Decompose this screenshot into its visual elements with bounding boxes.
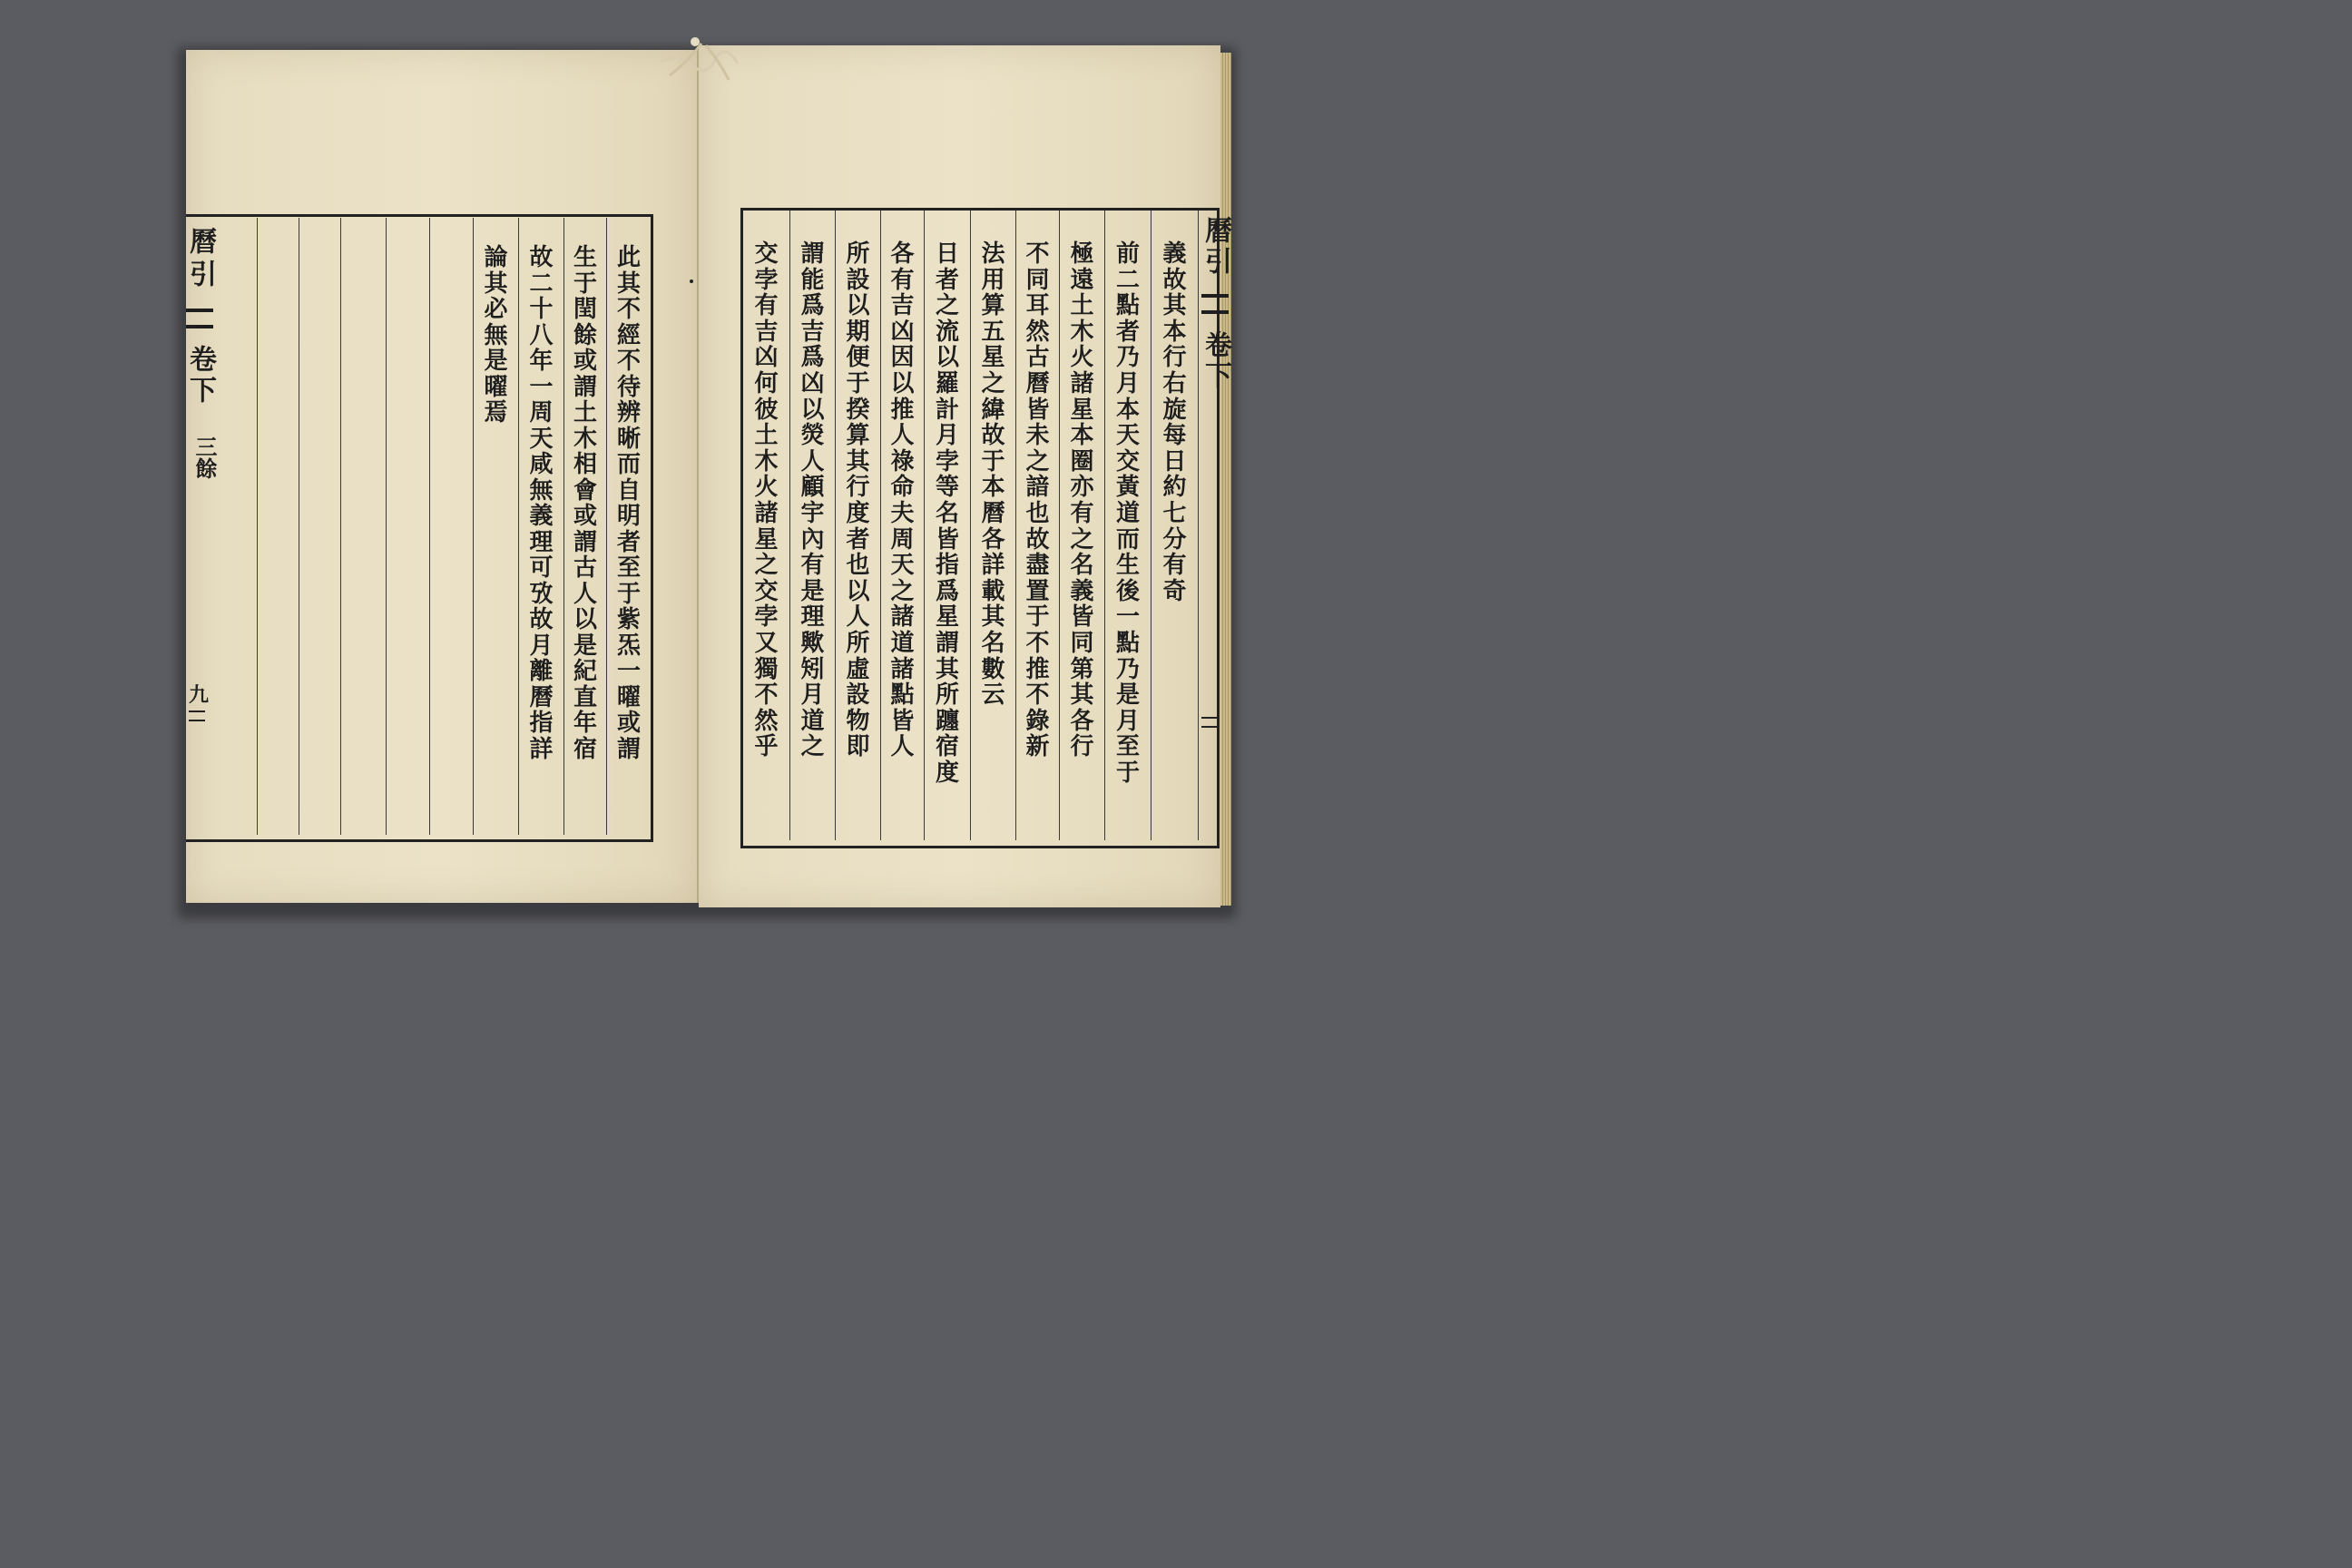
text-character: 年 (529, 348, 554, 375)
text-character: 攷 (529, 580, 554, 608)
text-character: 即 (846, 733, 870, 761)
text-character: 吉 (890, 292, 915, 320)
text-character: 明 (616, 503, 641, 530)
right-centerline (1198, 211, 1231, 840)
text-character: 于 (1025, 603, 1050, 632)
text-character: 置 (1025, 577, 1050, 605)
text-character: 流 (935, 318, 959, 346)
empty-column (386, 218, 430, 835)
text-character: 月 (800, 681, 825, 710)
text-character: 古 (573, 554, 597, 582)
left-volume: 卷下 (184, 345, 216, 407)
text-character: 木 (1070, 318, 1094, 346)
text-character: 遠 (1070, 266, 1094, 294)
text-character: 相 (573, 451, 597, 478)
text-character: 不 (754, 681, 779, 710)
left-bottom-mark (189, 710, 205, 721)
left-text-column-2 (564, 218, 606, 835)
text-character: 乎 (754, 733, 779, 761)
text-character: 本 (1070, 422, 1094, 450)
text-character: 八 (529, 321, 554, 349)
text-character: 然 (754, 707, 779, 735)
text-character: 右 (1162, 369, 1187, 397)
text-character: 日 (1162, 447, 1187, 475)
text-character: 約 (1162, 474, 1187, 502)
text-character: 謂 (616, 735, 641, 763)
text-character: 也 (846, 552, 870, 580)
text-character: 以 (846, 292, 870, 320)
text-character: 者 (616, 528, 641, 556)
text-character: 而 (616, 451, 641, 478)
text-character: 其 (1162, 292, 1187, 320)
text-character: 羅 (935, 369, 959, 397)
text-character: 皆 (935, 525, 959, 554)
text-character: 直 (573, 683, 597, 711)
text-character: 人 (800, 447, 825, 475)
text-character: 諸 (1070, 369, 1094, 397)
left-text-column-1 (606, 218, 651, 835)
text-character: 然 (1025, 318, 1050, 346)
text-character: 道 (800, 707, 825, 735)
text-character: 故 (1162, 266, 1187, 294)
text-character: 有 (1070, 499, 1094, 527)
text-character: 有 (800, 552, 825, 580)
text-character: 行 (1070, 733, 1094, 761)
text-character: 宿 (573, 735, 597, 763)
left-margin-title: 曆引 (184, 227, 216, 292)
text-character: 也 (1025, 499, 1050, 527)
text-character: 義 (1070, 577, 1094, 605)
text-character: 諳 (1025, 474, 1050, 502)
text-character: 曜 (484, 373, 508, 401)
text-character: 人 (890, 422, 915, 450)
text-character: 行 (1162, 344, 1187, 372)
right-text-column-8 (835, 211, 880, 840)
text-character: 論 (484, 244, 508, 271)
empty-column (429, 218, 474, 835)
text-character: 星 (935, 603, 959, 632)
text-character: 推 (890, 396, 915, 424)
text-character: 其 (846, 447, 870, 475)
text-character: 周 (890, 525, 915, 554)
text-character: 點 (890, 681, 915, 710)
text-character: 土 (754, 422, 779, 450)
text-character: 其 (1070, 681, 1094, 710)
text-character: 顧 (800, 474, 825, 502)
text-character: 之 (935, 292, 959, 320)
text-character: 同 (1025, 266, 1050, 294)
text-character: 之 (1070, 525, 1094, 554)
text-character: 有 (754, 292, 779, 320)
left-text-column-3 (518, 218, 564, 835)
text-character: 辨 (616, 399, 641, 426)
text-character: 後 (1115, 577, 1140, 605)
text-character: 祿 (890, 447, 915, 475)
text-character: 天 (1115, 422, 1140, 450)
text-character: 于 (573, 270, 597, 298)
text-character: 本 (981, 474, 1005, 502)
left-section: 三餘 (191, 436, 218, 479)
text-character: 耳 (1025, 292, 1050, 320)
text-character: 極 (1070, 240, 1094, 268)
text-character: 無 (529, 476, 554, 505)
text-character: 者 (1115, 318, 1140, 346)
text-character: 矧 (800, 655, 825, 683)
text-character: 天 (890, 552, 915, 580)
text-character: 謂 (573, 373, 597, 401)
text-character: 不 (1025, 240, 1050, 268)
text-character: 凶 (754, 344, 779, 372)
text-character: 月 (529, 632, 554, 660)
text-character: 生 (573, 244, 597, 271)
text-character: 行 (846, 474, 870, 502)
text-character: 以 (573, 606, 597, 633)
text-character: 是 (1115, 681, 1140, 710)
right-text-column-4 (1015, 211, 1059, 840)
text-character: 七 (1162, 499, 1187, 527)
text-character: 內 (800, 525, 825, 554)
right-text-column-10 (743, 211, 789, 840)
text-character: 二 (529, 270, 554, 298)
text-character: 乃 (1115, 655, 1140, 683)
text-character: 木 (573, 425, 597, 453)
text-character: 人 (890, 733, 915, 761)
text-character: 之 (754, 552, 779, 580)
text-character: 以 (846, 577, 870, 605)
text-character: 所 (935, 681, 959, 710)
text-character: 爲 (800, 344, 825, 372)
right-text-column-1 (1151, 211, 1198, 840)
empty-column (299, 218, 341, 835)
right-text-column-6 (924, 211, 970, 840)
text-character: 錄 (1025, 707, 1050, 735)
right-text-column-3 (1059, 211, 1104, 840)
text-character: 故 (529, 244, 554, 271)
text-character: 土 (1070, 292, 1094, 320)
text-character: 離 (529, 658, 554, 685)
text-character: 算 (981, 292, 1005, 320)
right-volume: 卷下 (1200, 330, 1231, 392)
text-character: 至 (616, 554, 641, 582)
text-character: 亦 (1070, 474, 1094, 502)
text-character: 不 (616, 348, 641, 375)
text-character: 期 (846, 318, 870, 346)
text-character: 各 (1070, 707, 1094, 735)
text-character: 不 (616, 296, 641, 323)
text-character: 一 (529, 373, 554, 401)
text-character: 各 (981, 525, 1005, 554)
text-character: 古 (1025, 344, 1050, 372)
text-character: 會 (573, 476, 597, 505)
text-character: 月 (935, 422, 959, 450)
text-character: 是 (573, 632, 597, 660)
text-character: 以 (935, 344, 959, 372)
text-character: 二 (1115, 266, 1140, 294)
text-character: 有 (1162, 552, 1187, 580)
text-character: 自 (616, 476, 641, 505)
text-character: 所 (846, 240, 870, 268)
text-character: 不 (1025, 629, 1050, 657)
text-character: 爲 (935, 577, 959, 605)
text-character: 人 (573, 580, 597, 608)
text-character: 乃 (1115, 344, 1140, 372)
text-character: 晰 (616, 425, 641, 453)
ink-dot (690, 279, 693, 283)
text-character: 云 (981, 681, 1005, 710)
text-character: 爲 (800, 292, 825, 320)
text-character: 未 (1025, 422, 1050, 450)
text-character: 名 (981, 629, 1005, 657)
text-character: 吉 (754, 318, 779, 346)
text-character: 曆 (1025, 369, 1050, 397)
text-character: 歟 (800, 629, 825, 657)
text-character: 于 (981, 447, 1005, 475)
text-character: 或 (573, 503, 597, 530)
text-character: 而 (1115, 525, 1140, 554)
text-character: 理 (529, 528, 554, 556)
text-character: 咸 (529, 451, 554, 478)
text-character: 指 (935, 552, 959, 580)
text-character: 以 (890, 369, 915, 397)
text-character: 本 (1115, 396, 1140, 424)
text-character: 圈 (1070, 447, 1094, 475)
text-character: 躔 (935, 707, 959, 735)
text-character: 夫 (890, 499, 915, 527)
right-text-column-2 (1104, 211, 1151, 840)
text-character: 同 (1070, 629, 1094, 657)
text-character: 凶 (890, 318, 915, 346)
text-character: 火 (754, 474, 779, 502)
text-character: 之 (890, 577, 915, 605)
text-character: 推 (1025, 655, 1050, 683)
right-bottom-mark (1201, 717, 1218, 728)
text-character: 宿 (935, 733, 959, 761)
text-character: 無 (484, 321, 508, 349)
text-character: 或 (616, 710, 641, 737)
text-character: 謂 (573, 528, 597, 556)
text-character: 算 (846, 422, 870, 450)
text-character: 熒 (800, 422, 825, 450)
left-page-number: 九 (189, 683, 210, 707)
text-character: 命 (890, 474, 915, 502)
text-character: 之 (800, 733, 825, 761)
fish-tail-mark (186, 309, 213, 328)
text-character: 何 (754, 369, 779, 397)
text-character: 設 (846, 681, 870, 710)
text-character: 等 (935, 474, 959, 502)
text-character: 餘 (573, 321, 597, 349)
text-character: 吉 (800, 318, 825, 346)
text-character: 閏 (573, 296, 597, 323)
text-character: 點 (1115, 629, 1140, 657)
text-character: 又 (754, 629, 779, 657)
left-text-column-4 (473, 218, 518, 835)
text-character: 月 (1115, 707, 1140, 735)
text-character: 故 (529, 606, 554, 633)
text-character: 于 (616, 580, 641, 608)
text-character: 孛 (935, 447, 959, 475)
text-character: 諸 (754, 499, 779, 527)
text-character: 名 (1070, 552, 1094, 580)
text-character: 不 (1025, 681, 1050, 710)
text-character: 盡 (1025, 552, 1050, 580)
text-character: 十 (529, 296, 554, 323)
text-character: 交 (754, 577, 779, 605)
text-character: 獨 (754, 655, 779, 683)
text-character: 之 (981, 369, 1005, 397)
text-character: 點 (1115, 292, 1140, 320)
text-character: 于 (1115, 759, 1140, 787)
right-margin-title: 曆引 (1200, 216, 1231, 278)
text-character: 義 (529, 503, 554, 530)
text-character: 可 (529, 554, 554, 582)
text-character: 本 (1162, 318, 1187, 346)
text-character: 必 (484, 296, 508, 323)
text-character: 曜 (616, 683, 641, 711)
text-character: 或 (573, 348, 597, 375)
text-character: 皆 (890, 707, 915, 735)
text-character: 交 (1115, 447, 1140, 475)
text-character: 之 (1025, 447, 1050, 475)
text-character: 旋 (1162, 396, 1187, 424)
text-character: 宇 (800, 499, 825, 527)
text-character: 度 (846, 499, 870, 527)
text-character: 人 (846, 603, 870, 632)
right-text-column-5 (970, 211, 1015, 840)
text-character: 指 (529, 710, 554, 737)
text-character: 故 (1025, 525, 1050, 554)
text-character: 紫 (616, 606, 641, 633)
text-character: 皆 (1070, 603, 1094, 632)
text-character: 是 (800, 577, 825, 605)
text-character: 各 (890, 240, 915, 268)
text-character: 一 (616, 658, 641, 685)
text-character: 諸 (890, 655, 915, 683)
text-character: 因 (890, 344, 915, 372)
text-character: 日 (935, 240, 959, 268)
text-character: 故 (981, 422, 1005, 450)
text-character: 凶 (800, 369, 825, 397)
text-character: 生 (1115, 552, 1140, 580)
text-character: 彼 (754, 396, 779, 424)
text-character: 揆 (846, 396, 870, 424)
text-character: 前 (1115, 240, 1140, 268)
text-character: 星 (981, 344, 1005, 372)
text-character: 載 (981, 577, 1005, 605)
text-character: 者 (846, 525, 870, 554)
text-character: 周 (529, 399, 554, 426)
text-character: 能 (800, 266, 825, 294)
text-character: 土 (573, 399, 597, 426)
text-character: 奇 (1162, 577, 1187, 605)
text-character: 至 (1115, 733, 1140, 761)
text-character: 者 (935, 266, 959, 294)
left-centerline (181, 221, 218, 838)
text-character: 星 (754, 525, 779, 554)
text-character: 計 (935, 396, 959, 424)
text-character: 虛 (846, 655, 870, 683)
text-character: 交 (754, 240, 779, 268)
empty-column (340, 218, 387, 835)
right-text-column-7 (880, 211, 924, 840)
text-character: 其 (616, 270, 641, 298)
right-text-column-9 (789, 211, 835, 840)
text-character: 其 (484, 270, 508, 298)
text-character: 新 (1025, 733, 1050, 761)
text-character: 月 (1115, 369, 1140, 397)
text-character: 有 (890, 266, 915, 294)
text-character: 物 (846, 707, 870, 735)
text-character: 道 (1115, 499, 1140, 527)
text-character: 數 (981, 655, 1005, 683)
text-character: 諸 (890, 603, 915, 632)
text-character: 曆 (981, 499, 1005, 527)
text-character: 義 (1162, 240, 1187, 268)
empty-column (257, 218, 299, 835)
text-character: 五 (981, 318, 1005, 346)
text-character: 待 (616, 373, 641, 401)
text-character: 分 (1162, 525, 1187, 554)
text-character: 用 (981, 266, 1005, 294)
text-character: 其 (935, 655, 959, 683)
text-character: 天 (529, 425, 554, 453)
text-character: 此 (616, 244, 641, 271)
text-character: 經 (616, 321, 641, 349)
text-character: 孛 (754, 266, 779, 294)
text-character: 所 (846, 629, 870, 657)
text-character: 是 (484, 348, 508, 375)
text-character: 每 (1162, 422, 1187, 450)
text-character: 曆 (529, 683, 554, 711)
text-character: 道 (890, 629, 915, 657)
text-character: 謂 (800, 240, 825, 268)
text-character: 其 (981, 603, 1005, 632)
text-character: 孛 (754, 603, 779, 632)
text-character: 黃 (1115, 474, 1140, 502)
text-character: 詳 (981, 552, 1005, 580)
text-character: 詳 (529, 735, 554, 763)
text-character: 皆 (1025, 396, 1050, 424)
text-character: 設 (846, 266, 870, 294)
text-character: 焉 (484, 399, 508, 426)
text-character: 紀 (573, 658, 597, 685)
text-character: 便 (846, 344, 870, 372)
text-character: 名 (935, 499, 959, 527)
text-character: 法 (981, 240, 1005, 268)
text-character: 火 (1070, 344, 1094, 372)
text-character: 炁 (616, 632, 641, 660)
text-character: 木 (754, 447, 779, 475)
text-character: 一 (1115, 603, 1140, 632)
text-character: 星 (1070, 396, 1094, 424)
text-character: 第 (1070, 655, 1094, 683)
text-character: 謂 (935, 629, 959, 657)
text-character: 度 (935, 759, 959, 787)
text-character: 理 (800, 603, 825, 632)
text-character: 年 (573, 710, 597, 737)
fish-tail-mark (1201, 294, 1229, 314)
text-character: 緯 (981, 396, 1005, 424)
text-character: 以 (800, 396, 825, 424)
text-character: 于 (846, 369, 870, 397)
